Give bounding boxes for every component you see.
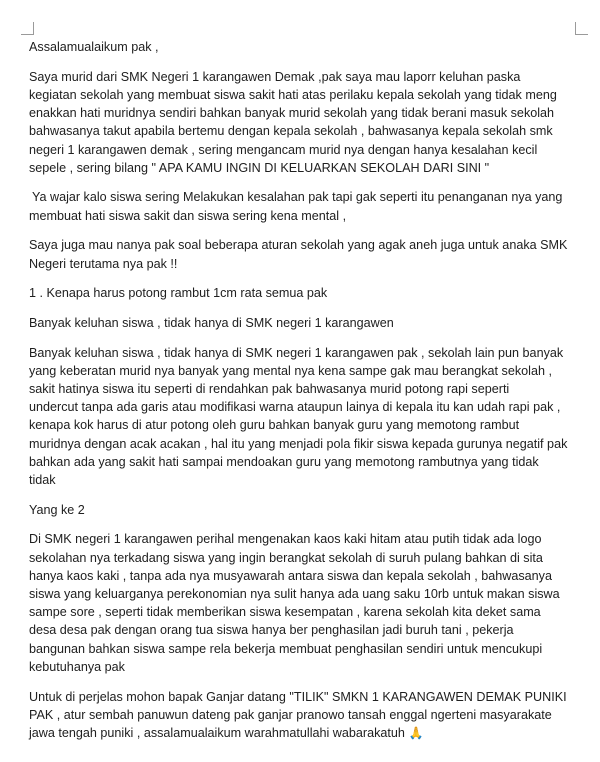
- document-body: [29, 38, 579, 754]
- student-mental-paragraph: Ya wajar kalo siswa sering Melakukan kesalahan pak tapi gak seperti itu penanganan nya yang membuat hati siswa sakit dan siswa sering kena mental ,: [29, 190, 563, 223]
- point-one-heading: 1 . Kenapa harus potong rambut 1cm rata semua pak: [29, 286, 328, 301]
- haircut-paragraph: Banyak keluhan siswa , tidak hanya di SMK negeri 1 karangawen pak , sekolah lain pun banyak yang keberatan murid nya banyak yang mental nya kena sampe gak mau berangkat sekolah , sakit hatinya siswa itu seperti di rendahkan pak bahwasanya murid potong rapi seperti undercut tanpa ada garis atau modifikasi warna ataupun lainya di kepala itu kan udah rapi pak , kenapa kok harus di atur potong oleh guru bahkan banyak guru yang memotong rambut muridnya dengan acak acakan , hal itu yang menjadi pola fikir siswa kepada gurunya negatif pak bahkan ada yang sakit hati sampai mendoakan guru yang memotong rambutnya yang tidak tidak: [29, 345, 568, 488]
- complaint-summary-paragraph: Banyak keluhan siswa , tidak hanya di SMK negeri 1 karangawen: [29, 315, 394, 330]
- closing-text: Untuk di perjelas mohon bapak Ganjar datang "TILIK" SMKN 1 KARANGAWEN DEMAK PUNIKI PAK , atur sembah panuwun dateng pak ganjar pranowo tansah enggal ngerteni masyarakate jawa tengah puniki , assalamualaikum warahmatullahi wabarakatuh: [29, 689, 567, 740]
- question-paragraph: Saya juga mau nanya pak soal beberapa aturan sekolah yang agak aneh juga untuk anaka SMK Negeri terutama nya pak !!: [29, 238, 568, 271]
- greeting-paragraph: Assalamualaikum pak ,: [29, 40, 159, 54]
- praying-hands-icon: 🙏: [408, 726, 424, 740]
- closing-paragraph: [29, 688, 579, 743]
- page-margin-corner-top-right: [575, 22, 588, 35]
- point-two-heading: Yang ke 2: [29, 502, 85, 517]
- page-margin-corner-top-left: [21, 22, 34, 35]
- socks-paragraph: Di SMK negeri 1 karangawen perihal mengenakan kaos kaki hitam atau putih tidak ada logo sekolahan nya terkadang siswa yang ingin berangkat sekolah di suruh pulang bahkan di sita hanya kaos kaki , tanpa ada nya musyawarah antara siswa dan kepala sekolah , bahwasanya siswa yang keluarganya perekonomian nya sulit hanya ada uang saku 10rb untuk makan siswa sampe sore , seperti tidak memberikan siswa kesempatan , karena sekolah kita deket sama desa desa pak dengan orang tua siswa hanya ber penghasilan jadi buruh tani , pekerja bangunan bahkan siswa sampe rela bekerja membuat penghasilan sendiri untuk mencukupi kebutuhanya pak: [29, 532, 560, 674]
- complaint-paragraph: Saya murid dari SMK Negeri 1 karangawen Demak ,pak saya mau laporr keluhan paska kegiatan sekolah yang membuat siswa sakit hati atas perilaku kepala sekolah yang tidak meng enakkan hati muridnya sendiri bahkan banyak murid sekolah yang tidak berani masuk sekolah bahwasanya takut apabila bertemu dengan kepala sekolah , bahwasanya kepala sekolah smk negeri 1 karangawen demak , sering mengancam murid nya dengan hanya kesalahan kecil sepele , sering bilang " APA KAMU INGIN DI KELUARKAN SEKOLAH DARI SINI ": [29, 69, 557, 175]
